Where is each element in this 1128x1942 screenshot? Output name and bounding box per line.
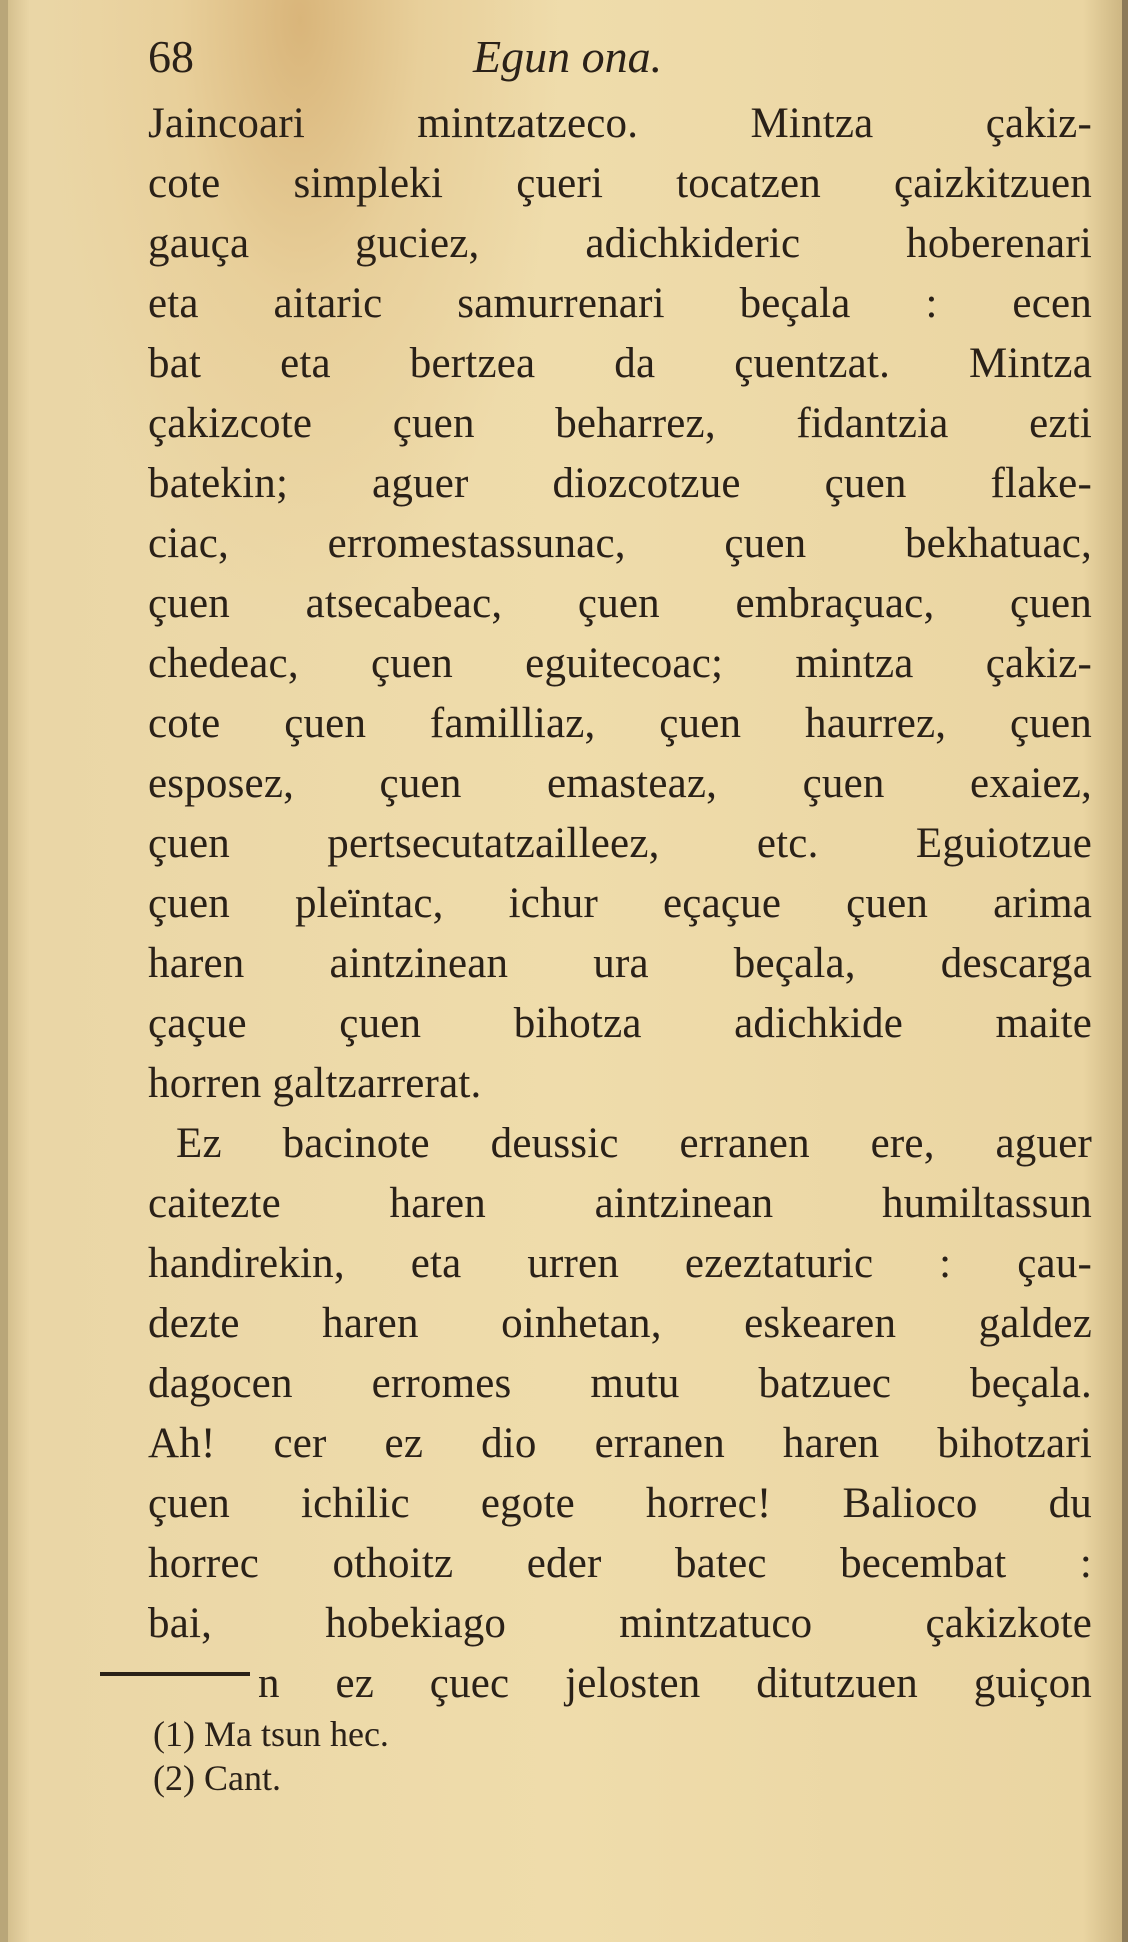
text-line: esposez, çuen emasteaz, çuen exaiez, [148,760,1092,807]
page-edge-left [0,0,8,1942]
text-line: Ez bacinote deussic erranen ere, aguer [176,1120,1092,1167]
text-line: ciac, erromestassunac, çuen bekhatuac, [148,520,1092,567]
text-line: Ah! cer ez dio erranen haren bihotzari [148,1420,1092,1467]
page-edge-right [1122,0,1128,1942]
text-line: gauça guciez, adichkideric hoberenari [148,220,1092,267]
text-line: chedeac, çuen eguitecoac; mintza çakiz- [148,640,1092,687]
footnotes [153,1712,389,1800]
text-line: caitezte haren aintzinean humiltassun [148,1180,1092,1227]
text-line: eta aitaric samurrenari beçala : ecen [148,280,1092,327]
text-line: cote çuen familliaz, çuen haurrez, çuen [148,700,1092,747]
text-line: bat eta bertzea da çuentzat. Mintza [148,340,1092,387]
footnote-2: (2) Cant. [153,1758,281,1798]
text-line: horren galtzarrerat. [148,1060,482,1107]
text-line: batekin; aguer diozcotzue çuen flake- [148,460,1092,507]
footnote-rule [100,1672,250,1676]
text-line: çuen ichilic egote horrec! Balioco du [148,1480,1092,1527]
text-line: çakizcote çuen beharrez, fidantzia ezti [148,400,1092,447]
text-line: çaçue çuen bihotza adichkide maite [148,1000,1092,1047]
text-line: çuen atsecabeac, çuen embraçuac, çuen [148,580,1092,627]
body-text [148,94,1092,1714]
text-line: çuen pertsecutatzailleez, etc. Eguiotzue [148,820,1092,867]
text-line: n ez çuec jelosten ditutzuen guiçon [258,1660,1092,1707]
text-line: dagocen erromes mutu batzuec beçala. [148,1360,1092,1407]
footnote-1: (1) Ma tsun hec. [153,1714,389,1754]
text-line: dezte haren oinhetan, eskearen galdez [148,1300,1092,1347]
text-line: çuen pleïntac, ichur eçaçue çuen arima [148,880,1092,927]
page-number: 68 [148,31,194,82]
text-line: cote simpleki çueri tocatzen çaizkitzuen [148,160,1092,207]
text-line: haren aintzinean ura beçala, descarga [148,940,1092,987]
text-line: Jaincoari mintzatzeco. Mintza çakiz- [148,100,1092,147]
text-line: handirekin, eta urren ezeztaturic : çau- [148,1240,1092,1287]
text-line: bai, hobekiago mintzatuco çakizkote [148,1600,1092,1647]
text-line: horrec othoitz eder batec becembat : [148,1540,1092,1587]
running-title: Egun ona. [473,31,663,82]
page-header [148,30,1088,90]
